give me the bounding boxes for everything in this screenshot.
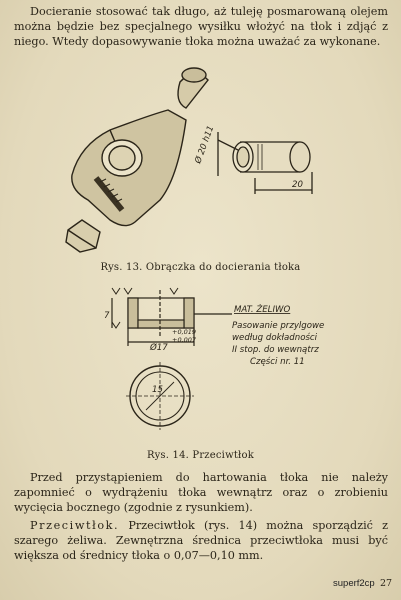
watermark: superf2cp [333,578,375,589]
fig14-material: MAT. ŻELIWO [234,305,291,315]
fig13-length-dim: 20 [292,180,303,190]
fig14-diameter-dim: Ø17 [150,343,168,353]
fig14-note-4: Części nr. 11 [250,357,305,367]
page-number: 27 [380,578,393,589]
fig14-note-3: II stop. do wewnątrz [232,345,319,355]
paragraph-body: Przeciwtłok (rys. 14) można sporządzić z szarego żeliwa. Zewnętrzna średnica przeciwtłoka musi być większa od średnicy tłoka o 0,07—0,10 mm. [14,519,388,562]
lapping-clamp-illustration [66,68,208,252]
figure-13-drawing [0,60,401,260]
figure-14-drawing [0,284,401,444]
fig13-diameter-dim: Ø 20 h11 [193,124,217,166]
fig14-tol-upper: +0,019 [172,328,197,336]
fig14-inner-dim: 15 [152,385,163,395]
fig14-height-dim: 7 [104,311,110,321]
fig13-caption: Rys. 13. Obrączka do docierania tłoka [100,262,301,273]
fig14-note-2: według dokładności [232,333,318,343]
intro-paragraph: Docieranie stosować tak długo, aż tuleję posmarowaną olejem można będzie bez specjalnego wysiłku włożyć na tłok i zdjąć z niego. Wtedy dopasowywanie tłoka można uważać za wykonane. [14,5,388,48]
fig14-tol-lower: +0,007 [172,336,197,344]
paragraph-lead: Przeciwtłok. [30,519,120,532]
fig14-caption: Rys. 14. Przeciwtłok [147,450,254,461]
plan-view [126,362,194,430]
paragraph-counter-piston [14,518,388,563]
fig14-note-1: Pasowanie przylgowe [232,321,325,331]
paragraph-hardening: Przed przystąpieniem do hartowania tłoka nie należy zapomnieć o wydrążeniu tłoka wewnątrz oraz o zrobieniu wycięcia bocznego (zgodnie z rysunkiem). [14,471,388,514]
